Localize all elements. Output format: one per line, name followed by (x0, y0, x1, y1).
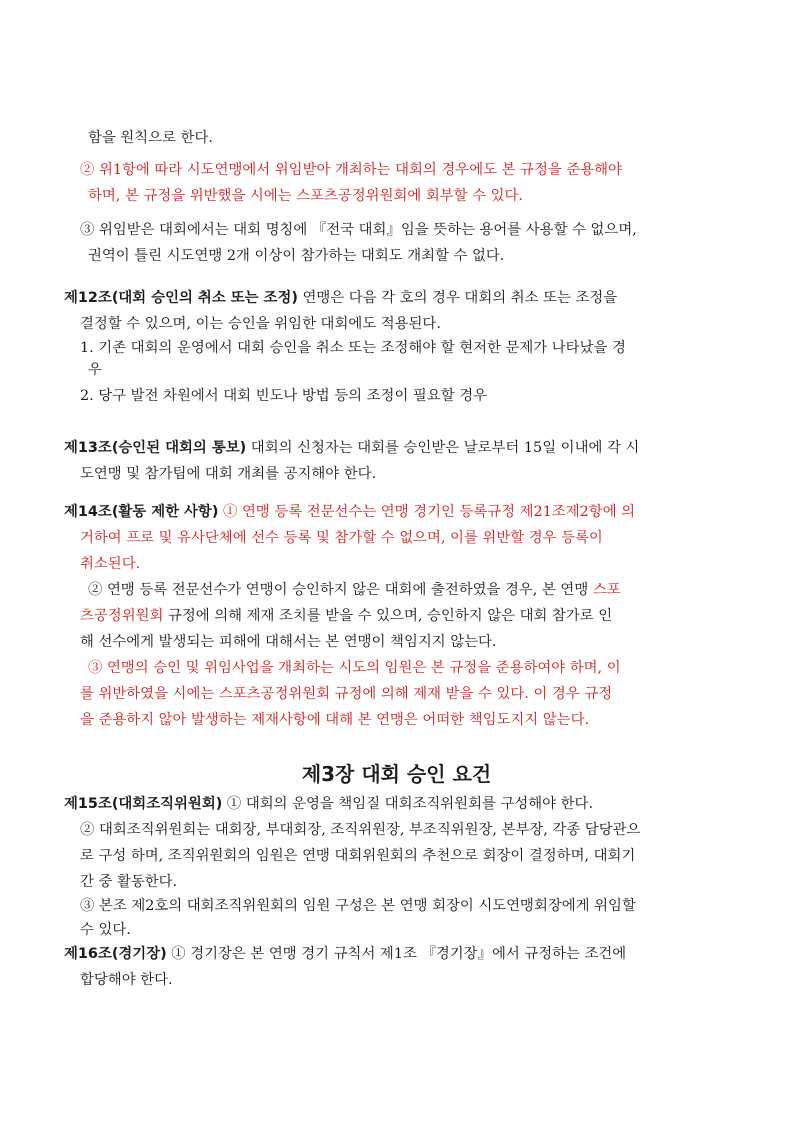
article-14 (64, 502, 635, 522)
chapter-title: 제3장 대회 승인 요건 (301, 762, 492, 786)
clause-text-highlight: 츠공정위원회 (80, 608, 164, 624)
article-14-clause-3: 를 위반하였을 시에는 스포츠공정위원회 규정에 의해 제재 받을 수 있다. 이 경우 규정 (80, 686, 613, 702)
article-15 (64, 794, 593, 814)
article-16 (64, 944, 626, 964)
article-13 (64, 438, 639, 458)
article-15-clause-2: 로 구성 하며, 조직위원회의 임원은 연맹 대회위원회의 추천으로 회장이 결정하며, 대회기 (80, 848, 636, 864)
article-13-text: 대회의 신청자는 대회를 승인받은 날로부터 15일 이내에 각 시 (250, 440, 640, 456)
clause-text-highlight: 스포 (592, 582, 621, 598)
article-13-text: 도연맹 및 참가팀에 대회 개최를 공지해야 한다. (80, 466, 377, 482)
list-item: 2. 당구 발전 차원에서 대회 빈도나 방법 등의 조정이 필요할 경우 (80, 388, 488, 404)
article-14-clause-1: 거하여 프로 및 유사단체에 선수 등록 및 참가할 수 없으며, 이를 위반할 경우 등록이 (80, 530, 603, 546)
article-14-clause-3: 을 준용하지 않아 발생하는 제재사항에 대해 본 연맹은 어떠한 책임도지지 않는다. (80, 712, 590, 728)
article-15-clause-3: 수 있다. (80, 922, 131, 938)
article-14-clause-3: ③ 연맹의 승인 및 위임사업을 개최하는 시도의 임원은 본 규정을 준용하여야 하며, 이 (88, 660, 621, 676)
article-15-clause-2: 간 중 활동한다. (80, 874, 178, 890)
article-15-heading: 제15조(대회조직위원회) (64, 796, 223, 812)
article-14-heading: 제14조(활동 제한 사항) (64, 504, 219, 520)
article-16-text: ① 경기장은 본 연맹 경기 규칙서 제1조 『경기장』에서 규정하는 조건에 (171, 946, 627, 962)
article-12-text: 결정할 수 있으며, 이는 승인을 위임한 대회에도 적용된다. (80, 316, 441, 332)
article-14-clause-1: 취소된다. (80, 556, 141, 572)
article-14-clause-2 (88, 580, 621, 600)
clause-2-line: 하며, 본 규정을 위반했을 시에는 스포츠공정위원회에 회부할 수 있다. (88, 188, 523, 204)
clause-3-line: 권역이 틀린 시도연맹 2개 이상이 참가하는 대회도 개최할 수 없다. (88, 248, 505, 264)
article-15-text: ① 대회의 운영을 책임질 대회조직위원회를 구성해야 한다. (226, 796, 594, 812)
clause-3-line: ③ 위임받은 대회에서는 대회 명칭에 『전국 대회』임을 뜻하는 용어를 사용할 수 없으며, (80, 222, 637, 238)
article-12-text: 연맹은 다음 각 호의 경우 대회의 취소 또는 조정을 (302, 290, 618, 306)
article-14-clause-2: 해 선수에게 발생되는 피해에 대해서는 본 연맹이 책임지지 않는다. (80, 634, 497, 650)
article-15-clause-3: ③ 본조 제2호의 대회조직위원회의 임원 구성은 본 연맹 회장이 시도연맹회장에게 위임할 (80, 898, 636, 914)
article-12 (64, 288, 617, 308)
clause-text: 규정에 의해 제재 조치를 받을 수 있으며, 승인하지 않은 대회 참가로 인 (163, 608, 613, 624)
article-12-heading: 제12조(대회 승인의 취소 또는 조정) (64, 290, 298, 306)
body-text: 함을 원칙으로 한다. (88, 130, 213, 146)
clause-text: ② 연맹 등록 전문선수가 연맹이 승인하지 않은 대회에 출전하였을 경우, 본 연맹 (88, 582, 593, 598)
article-16-text: 합당해야 한다. (80, 972, 173, 988)
article-13-heading: 제13조(승인된 대회의 통보) (64, 440, 247, 456)
list-item: 우 (88, 362, 102, 378)
article-14-clause-1: ① 연맹 등록 전문선수는 연맹 경기인 등록규정 제21조제2항에 의 (223, 504, 636, 520)
article-16-heading: 제16조(경기장) (64, 946, 167, 962)
list-item: 1. 기존 대회의 운영에서 대회 승인을 취소 또는 조정해야 할 현저한 문제가 나타났을 경 (80, 340, 626, 356)
clause-2-line: ② 위1항에 따라 시도연맹에서 위임받아 개최하는 대회의 경우에도 본 규정을 준용해야 (80, 162, 622, 178)
article-15-clause-2: ② 대회조직위원회는 대회장, 부대회장, 조직위원장, 부조직위원장, 본부장, 각종 담당관으 (80, 822, 641, 838)
article-14-clause-2 (80, 606, 612, 626)
